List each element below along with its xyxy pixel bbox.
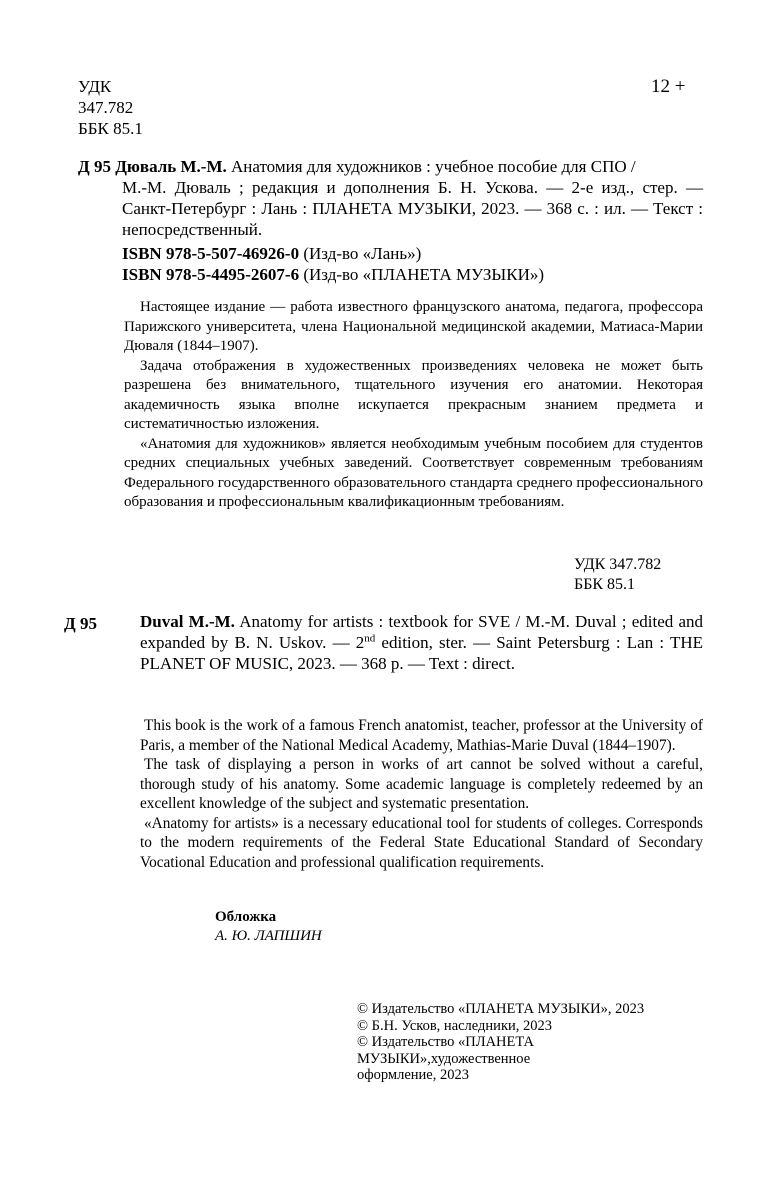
- codes-right: [574, 555, 661, 595]
- isbn-line: [122, 264, 544, 285]
- age-rating: 12 +: [651, 76, 686, 97]
- bbk-code: ББК 85.1: [78, 119, 143, 138]
- abstract-ru-paragraph: Настоящее издание — работа известного французского анатома, педагога, профессора Парижского университета, члена Национальной медицинской академии, Матиаса-Марии Дюваля (1844–1907).: [124, 299, 703, 354]
- isbn-publisher: (Изд-во «Лань»): [303, 244, 422, 263]
- isbn-line: [122, 243, 544, 264]
- cover-designer: А. Ю. ЛАПШИН: [215, 928, 322, 944]
- en-title-rest: edition, ster. — Saint Petersburg : Lan : THE PLANET OF MUSIC, 2023. — 368 p. — Text : direct.: [140, 633, 703, 673]
- en-code: Д 95: [64, 614, 97, 633]
- bbk-right: ББК 85.1: [574, 576, 636, 593]
- isbn-number: 978-5-4495-2607-6: [165, 265, 300, 284]
- abstract-ru-paragraph: «Анатомия для художников» является необходимым учебным пособием для студентов средних специальных учебных заведений. Соответствует современным требованиям Федерального государственного образовательного стандарта среднего профессионального образования и профессиональным квалификационным требованиям.: [124, 435, 703, 510]
- isbn-block: [122, 243, 544, 285]
- copyright-line: © Издательство «ПЛАНЕТА МУЗЫКИ», 2023: [357, 1001, 645, 1017]
- top-left-classification: [78, 76, 143, 139]
- udk-right: УДК 347.782: [574, 556, 662, 573]
- abstract-ru: [124, 298, 703, 513]
- ru-header-continuation: М.-М. Дюваль ; редакция и дополнения Б. Н. Ускова. — 2-е изд., стер. — Санкт-Петербург : Лань : ПЛАНЕТА МУЗЫКИ, 2023. — 368 с. : ил. — Текст : непосредственный.: [122, 178, 703, 239]
- cover-credit: [215, 908, 322, 946]
- ru-code: Д 95: [78, 157, 111, 176]
- ru-author: Дюваль М.-М.: [115, 157, 227, 176]
- abstract-en-paragraph: «Anatomy for artists» is a necessary educational tool for students of colleges. Corresponds to the modern requirements of the Federal State Educational Standard of Secondary Vocational Education and professional qualification requirements.: [140, 814, 703, 871]
- copyright-line: © Б.Н. Усков, наследники, 2023: [357, 1017, 552, 1034]
- en-bibliographic-header: [140, 611, 703, 674]
- udk-label: УДК: [78, 77, 112, 96]
- isbn-label: ISBN: [122, 244, 162, 263]
- isbn-number: 978-5-507-46926-0: [165, 244, 300, 263]
- isbn-publisher: (Изд-во «ПЛАНЕТА МУЗЫКИ»): [303, 265, 545, 284]
- abstract-en-paragraph: This book is the work of a famous French anatomist, teacher, professor at the University of Paris, a member of the National Medical Academy, Mathias-Marie Duval (1844–1907).: [140, 717, 703, 754]
- udk-code: 347.782: [78, 98, 134, 117]
- en-author: Duval M.-M.: [140, 612, 235, 631]
- ru-header-first-line: [78, 156, 703, 177]
- ru-title: Анатомия для художников : учебное пособие для СПО /: [231, 157, 636, 176]
- isbn-label: ISBN: [122, 265, 162, 284]
- ru-bibliographic-header: [78, 156, 703, 240]
- abstract-en: [140, 716, 703, 872]
- en-title: Anatomy for artists : textbook for SVE / M.-M. Duval ; edited and expanded by B. N. Uskov. — 2: [140, 612, 703, 652]
- cover-label: Обложка: [215, 909, 277, 925]
- copyright-block: [357, 1001, 644, 1084]
- abstract-en-paragraph: The task of displaying a person in works of art cannot be solved without a careful, thorough study of his anatomy. Some academic language is completely redeemed by an excellent knowledge of the subject and systematic presentation.: [140, 756, 703, 812]
- edition-superscript: nd: [364, 632, 376, 645]
- copyright-line: © Издательство «ПЛАНЕТА МУЗЫКИ»,художественное оформление, 2023: [357, 1034, 534, 1083]
- abstract-ru-paragraph: Задача отображения в художественных произведениях человека не может быть разрешена без внимательного, тщательного изучения его анатомии. Некоторая академичность языка вполне искупается прекрасным знанием предмета и систематичностью изложения.: [124, 357, 703, 432]
